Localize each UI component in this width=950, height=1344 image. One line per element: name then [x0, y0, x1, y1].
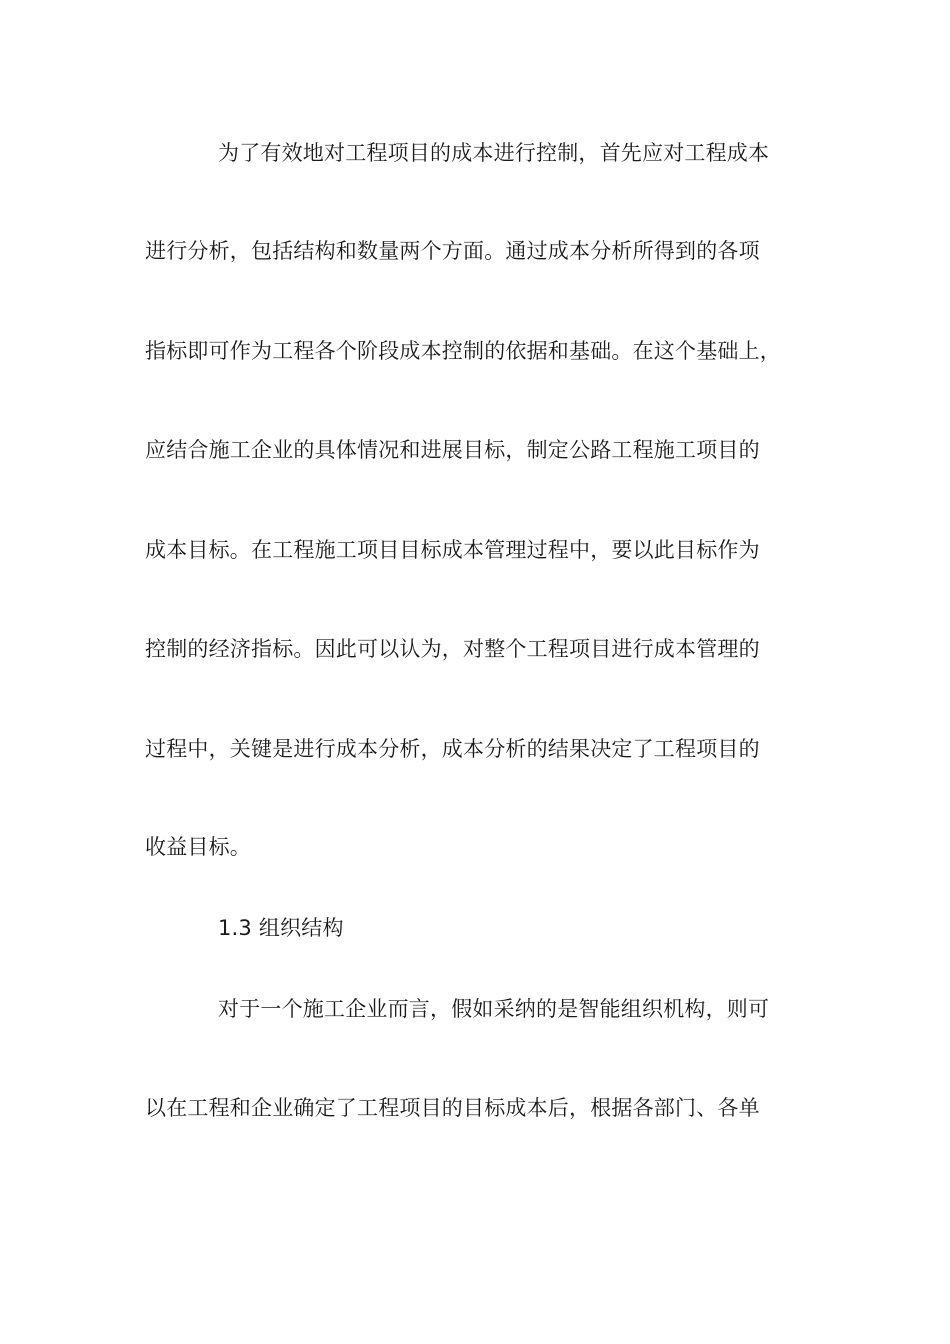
paragraph-1-line-2: 进行分析，包括结构和数量两个方面。通过成本分析所得到的各项 [145, 239, 760, 263]
paragraph-1-line-8: 收益目标。 [145, 835, 251, 859]
paragraph-1-line-4: 应结合施工企业的具体情况和进展目标，制定公路工程施工项目的 [145, 438, 760, 462]
paragraph-1-line-5: 成本目标。在工程施工项目目标成本管理过程中，要以此目标作为 [145, 538, 760, 562]
paragraph-1-line-1: 为了有效地对工程项目的成本进行控制，首先应对工程成本 [218, 141, 770, 165]
paragraph-2-line-1: 对于一个施工企业而言，假如采纳的是智能组织机构，则可 [218, 997, 770, 1021]
paragraph-1-line-6: 控制的经济指标。因此可以认为，对整个工程项目进行成本管理的 [145, 637, 760, 661]
paragraph-2-line-2: 以在工程和企业确定了工程项目的目标成本后，根据各部门、各单 [145, 1096, 760, 1120]
paragraph-1-line-7: 过程中，关键是进行成本分析，成本分析的结果决定了工程项目的 [145, 737, 760, 761]
section-heading: 1.3 组织结构 [218, 916, 344, 940]
paragraph-1-line-3: 指标即可作为工程各个阶段成本控制的依据和基础。在这个基础上， [145, 339, 781, 363]
